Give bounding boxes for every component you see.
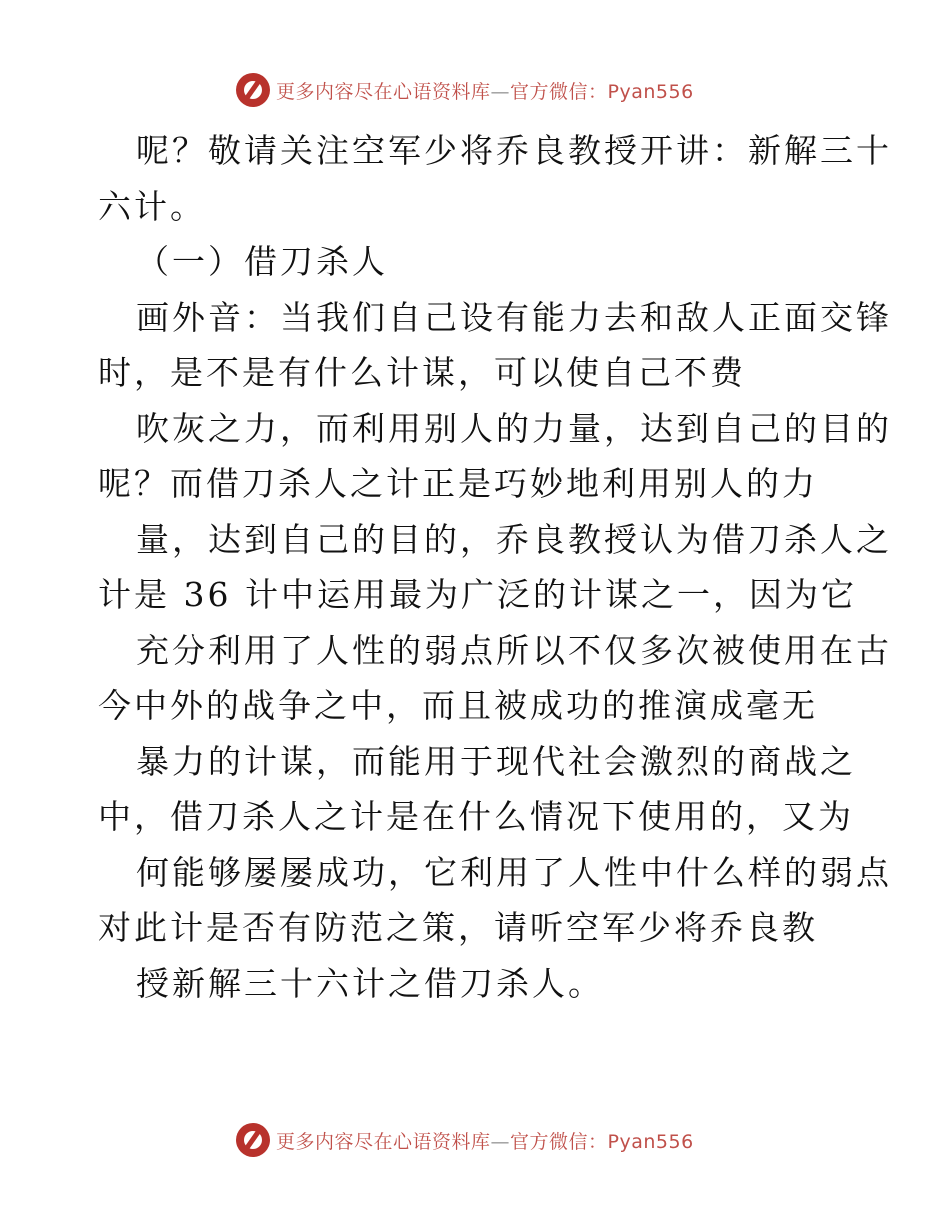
pen-logo-icon <box>236 73 270 107</box>
text-line: 充分利用了人性的弱点所以不仅多次被使用在古 <box>136 630 892 670</box>
text-line: 暴力的计谋，而能用于现代社会激烈的商战之 <box>136 741 856 781</box>
text-line: 对此计是否有防范之策，请听空军少将乔良教 <box>98 908 818 947</box>
section-heading: （一）借刀杀人 <box>136 242 388 281</box>
watermark-separator: — <box>490 80 511 103</box>
watermark-text <box>276 1127 694 1154</box>
text-line: 今中外的战争之中，而且被成功的推演成毫无 <box>98 686 818 725</box>
text-line: 吹灰之力，而利用别人的力量，达到自己的目的 <box>136 408 892 448</box>
text-line: 呢？而借刀杀人之计正是巧妙地利用别人的力 <box>98 464 818 503</box>
text-line: 六计。 <box>98 186 206 226</box>
watermark-wechat: 官方微信：Pyan556 <box>510 1130 694 1153</box>
pen-logo-icon <box>236 1123 270 1157</box>
text-line: 时，是不是有什么计谋，可以使自己不费 <box>98 353 746 392</box>
document-body <box>98 123 892 1011</box>
text-line: 呢？敬请关注空军少将乔良教授开讲：新解三十 <box>136 131 892 170</box>
watermark-text <box>276 77 694 104</box>
text-line: 何能够屡屡成功，它利用了人性中什么样的弱点 <box>136 852 892 892</box>
text-line: 画外音：当我们自己设有能力去和敌人正面交锋 <box>136 297 892 337</box>
watermark-wechat: 官方微信：Pyan556 <box>510 80 694 103</box>
footer-watermark <box>236 1123 694 1157</box>
header-watermark <box>236 73 694 107</box>
text-line: 计是 36 计中运用最为广泛的计谋之一，因为它 <box>98 575 857 614</box>
watermark-separator: — <box>490 1130 511 1153</box>
text-line: 授新解三十六计之借刀杀人。 <box>136 963 604 1003</box>
watermark-site: 更多内容尽在心语资料库 <box>276 80 491 103</box>
text-line: 量，达到自己的目的，乔良教授认为借刀杀人之 <box>136 519 892 559</box>
text-line: 中，借刀杀人之计是在什么情况下使用的，又为 <box>98 797 854 836</box>
watermark-site: 更多内容尽在心语资料库 <box>276 1130 491 1153</box>
